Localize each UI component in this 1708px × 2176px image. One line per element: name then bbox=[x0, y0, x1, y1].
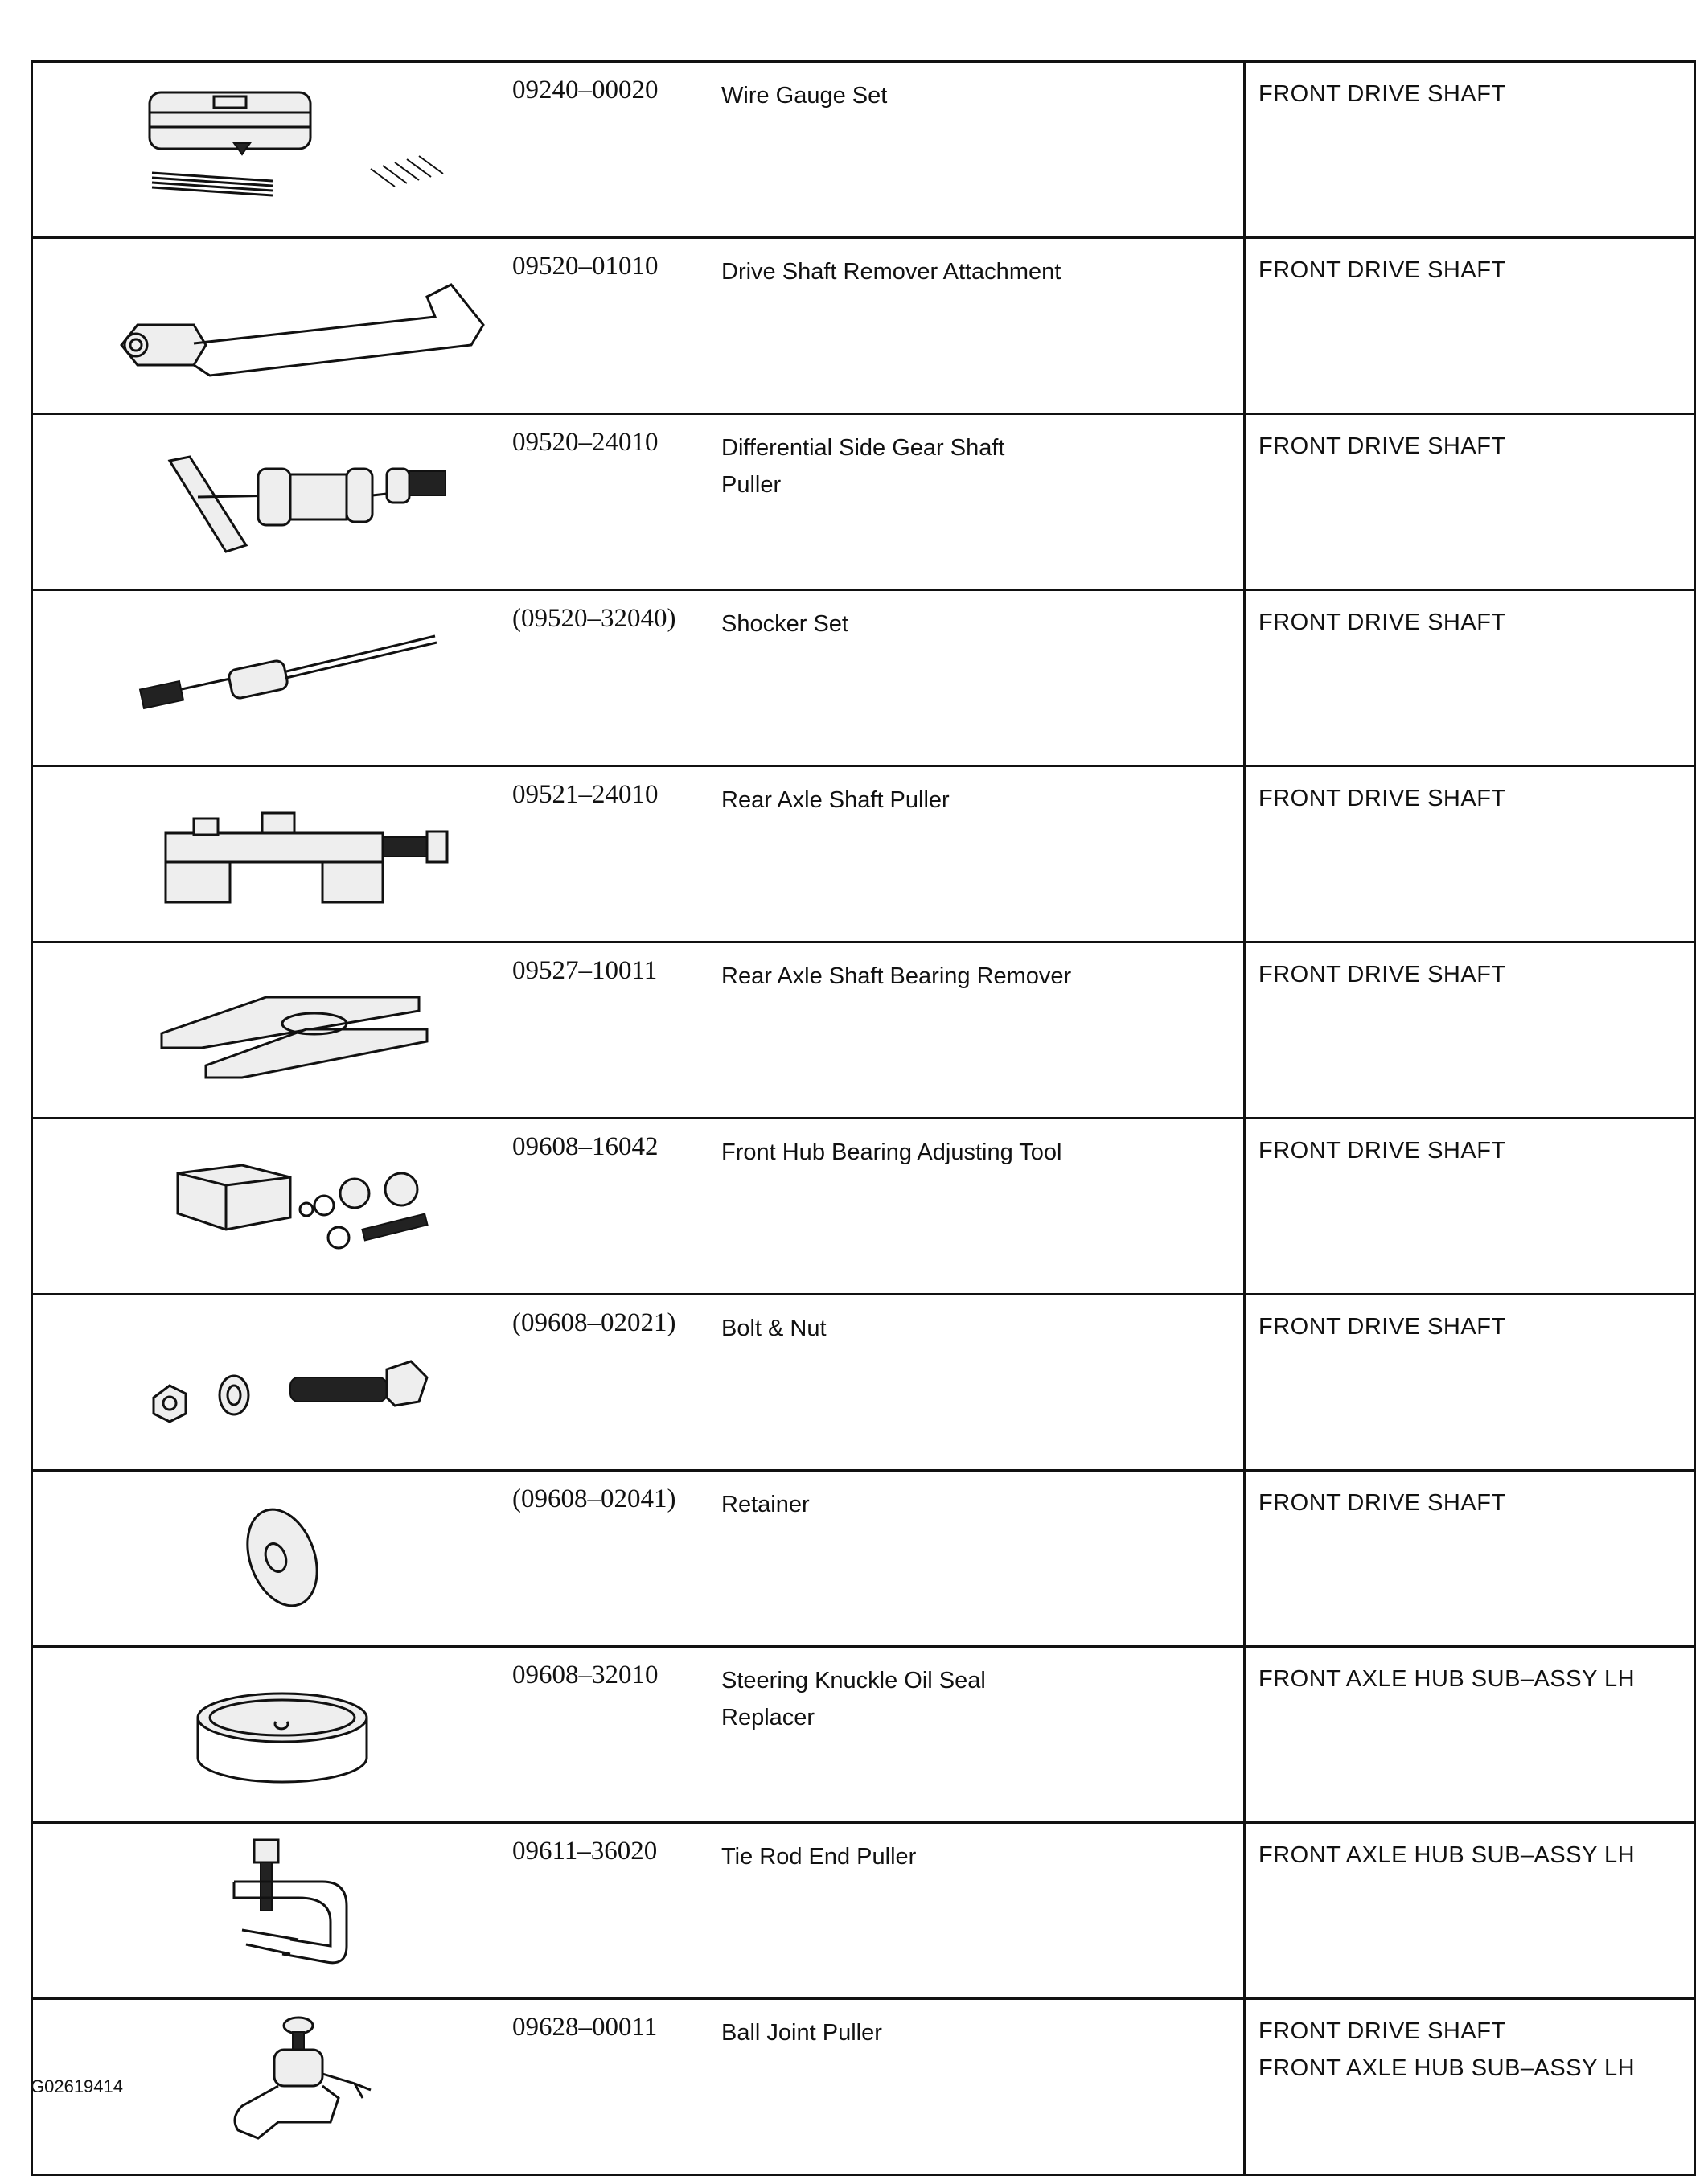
part-number: 09520–24010 bbox=[512, 428, 659, 457]
tool-name: Differential Side Gear Shaft Puller bbox=[721, 435, 1005, 498]
part-number: (09520–32040) bbox=[512, 604, 676, 633]
tie-rod-end-puller-icon bbox=[65, 1833, 515, 1980]
bearing-remover-plates-icon bbox=[65, 953, 515, 1099]
tool-name: Wire Gauge Set bbox=[721, 83, 888, 109]
part-number: (09608–02041) bbox=[512, 1484, 676, 1513]
axle-shaft-puller-icon bbox=[65, 777, 515, 923]
table-row bbox=[32, 766, 1695, 942]
table-row bbox=[32, 414, 1695, 590]
bearing-adjusting-tool-icon bbox=[65, 1129, 515, 1275]
table-row bbox=[32, 1999, 1695, 2175]
tool-name: Steering Knuckle Oil Seal Replacer bbox=[721, 1668, 986, 1731]
retainer-washer-icon bbox=[65, 1481, 515, 1628]
usage-text: FRONT DRIVE SHAFT bbox=[1258, 1314, 1506, 1340]
part-number: 09527–10011 bbox=[512, 956, 658, 985]
tool-name: Rear Axle Shaft Bearing Remover bbox=[721, 963, 1072, 989]
table-row bbox=[32, 62, 1695, 238]
table-row bbox=[32, 1647, 1695, 1823]
tool-name: Drive Shaft Remover Attachment bbox=[721, 259, 1061, 285]
usage-text: FRONT DRIVE SHAFT bbox=[1258, 2018, 1506, 2044]
tool-name: Shocker Set bbox=[721, 611, 848, 637]
tool-name: Rear Axle Shaft Puller bbox=[721, 787, 950, 813]
shocker-set-icon bbox=[65, 601, 515, 747]
oil-seal-replacer-icon bbox=[65, 1657, 515, 1804]
part-number: 09608–16042 bbox=[512, 1132, 659, 1161]
table-row bbox=[32, 1823, 1695, 1999]
part-number: 09520–01010 bbox=[512, 252, 659, 281]
tool-name: Bolt & Nut bbox=[721, 1316, 827, 1341]
usage-text: FRONT AXLE HUB SUB–ASSY LH bbox=[1258, 1666, 1636, 1692]
figure-id: G02619414 bbox=[31, 2076, 123, 2096]
part-number: 09628–00011 bbox=[512, 2013, 658, 2042]
usage-text: FRONT AXLE HUB SUB–ASSY LH bbox=[1258, 2055, 1636, 2081]
drive-shaft-remover-icon bbox=[65, 248, 515, 395]
usage-text: FRONT DRIVE SHAFT bbox=[1258, 433, 1506, 459]
table-row bbox=[32, 1471, 1695, 1647]
usage-text: FRONT DRIVE SHAFT bbox=[1258, 1138, 1506, 1164]
table-row bbox=[32, 590, 1695, 766]
usage-text: FRONT DRIVE SHAFT bbox=[1258, 257, 1506, 283]
special-tools-table bbox=[31, 60, 1696, 2176]
table-row bbox=[32, 1119, 1695, 1295]
part-number: 09240–00020 bbox=[512, 76, 659, 105]
part-number: 09611–36020 bbox=[512, 1837, 658, 1866]
table-row bbox=[32, 238, 1695, 414]
tool-name: Tie Rod End Puller bbox=[721, 1844, 917, 1870]
tool-name: Ball Joint Puller bbox=[721, 2020, 882, 2046]
usage-text: FRONT DRIVE SHAFT bbox=[1258, 786, 1506, 811]
ball-joint-puller-icon bbox=[65, 2010, 515, 2156]
part-number: 09521–24010 bbox=[512, 780, 659, 809]
part-number: 09608–32010 bbox=[512, 1661, 659, 1689]
usage-text: FRONT DRIVE SHAFT bbox=[1258, 81, 1506, 107]
tool-name: Retainer bbox=[721, 1492, 810, 1517]
part-number: (09608–02021) bbox=[512, 1308, 676, 1337]
usage-text: FRONT DRIVE SHAFT bbox=[1258, 610, 1506, 635]
wire-gauge-set-icon bbox=[65, 72, 515, 219]
bolt-and-nut-icon bbox=[65, 1305, 515, 1451]
usage-text: FRONT DRIVE SHAFT bbox=[1258, 1490, 1506, 1516]
tool-name: Front Hub Bearing Adjusting Tool bbox=[721, 1139, 1062, 1165]
usage-text: FRONT DRIVE SHAFT bbox=[1258, 962, 1506, 987]
table-row bbox=[32, 1295, 1695, 1471]
table-row bbox=[32, 942, 1695, 1119]
usage-text: FRONT AXLE HUB SUB–ASSY LH bbox=[1258, 1842, 1636, 1868]
side-gear-shaft-puller-icon bbox=[65, 425, 515, 571]
